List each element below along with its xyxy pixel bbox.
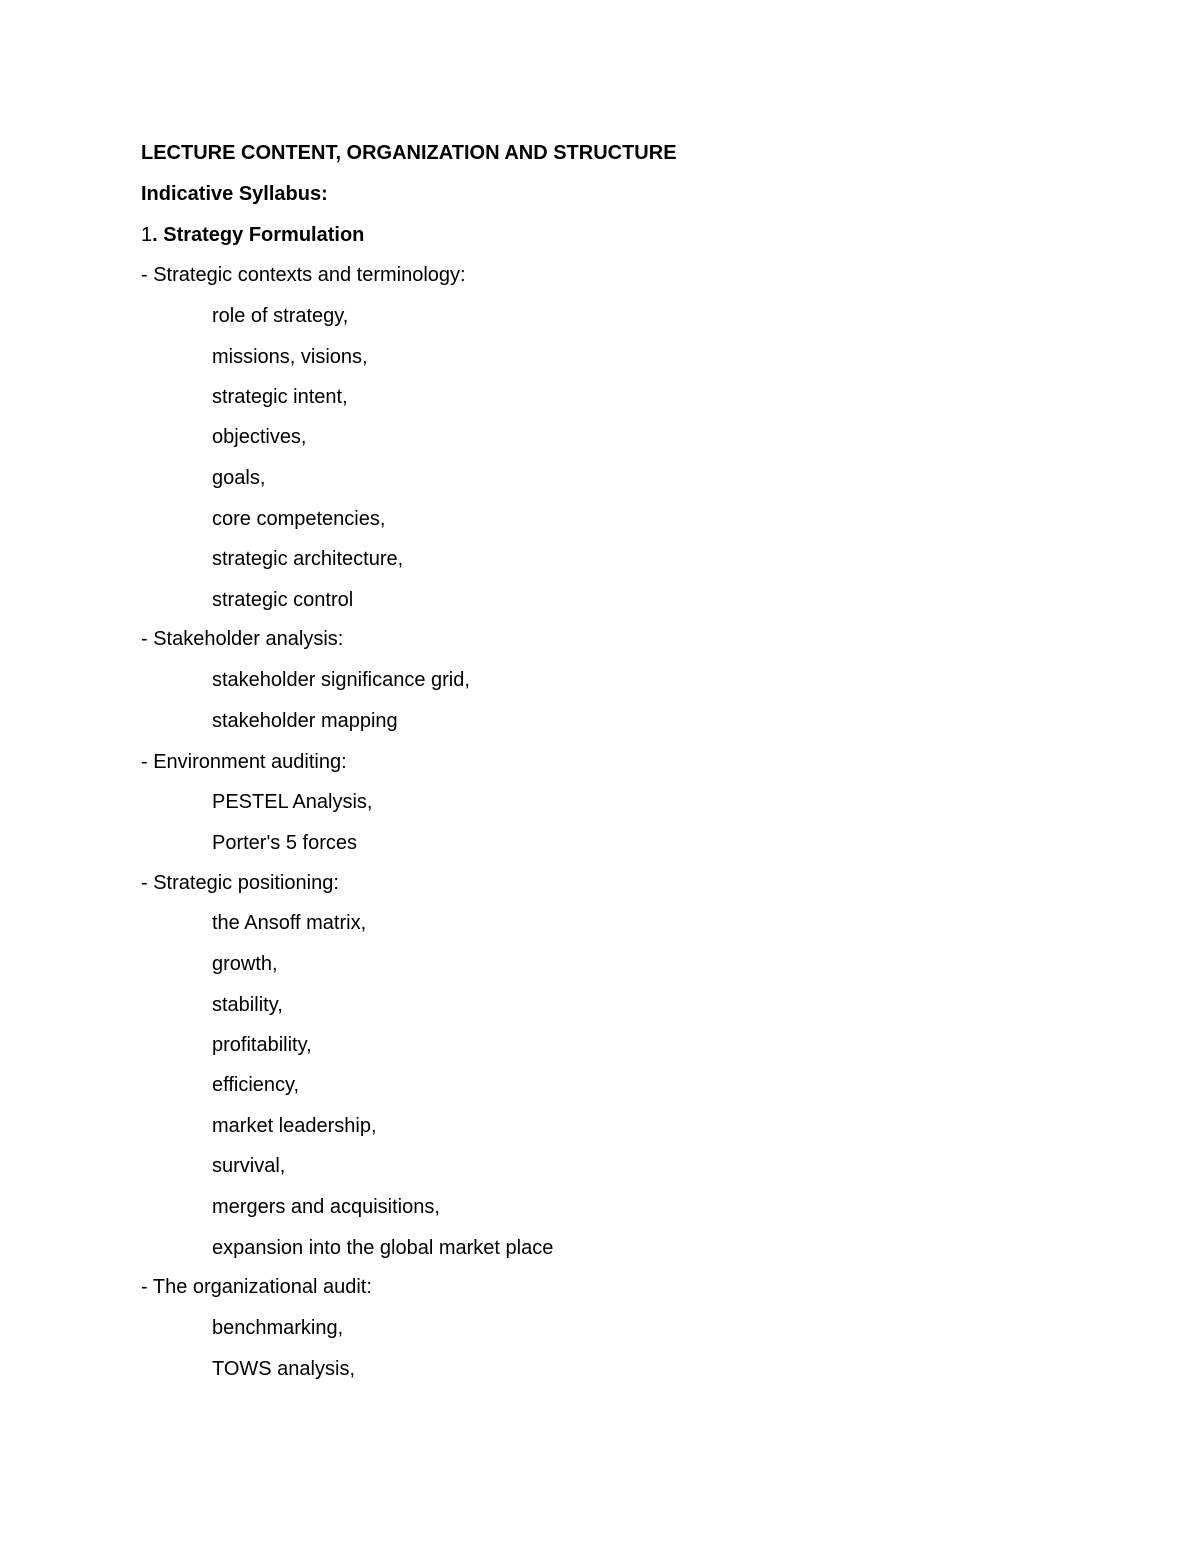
list-item: benchmarking, [212,1317,344,1339]
list-item: efficiency, [212,1074,300,1096]
document-subtitle: Indicative Syllabus: [141,183,328,205]
group-heading: - Strategic positioning: [141,872,339,894]
list-item: mergers and acquisitions, [212,1196,440,1218]
list-item: growth, [212,953,278,975]
group-heading: - The organizational audit: [141,1276,372,1298]
list-item: strategic architecture, [212,548,404,570]
section-title: . Strategy Formulation [152,224,365,246]
document-title: LECTURE CONTENT, ORGANIZATION AND STRUCTURE [141,142,677,164]
list-item: missions, visions, [212,346,368,368]
list-item: goals, [212,467,266,489]
list-item: market leadership, [212,1115,377,1137]
group-heading: - Stakeholder analysis: [141,628,344,650]
section-heading [141,223,364,247]
list-item: stakeholder mapping [212,710,398,732]
list-item: PESTEL Analysis, [212,791,373,813]
list-item: strategic control [212,589,354,611]
list-item: core competencies, [212,508,386,530]
group-heading: - Strategic contexts and terminology: [141,264,466,286]
list-item: stability, [212,994,283,1016]
section-number: 1 [141,224,153,246]
list-item: role of strategy, [212,305,349,327]
list-item: survival, [212,1155,286,1177]
list-item: profitability, [212,1034,312,1056]
list-item: TOWS analysis, [212,1358,355,1380]
list-item: the Ansoff matrix, [212,912,367,934]
list-item: objectives, [212,426,307,448]
list-item: expansion into the global market place [212,1237,554,1259]
list-item: Porter's 5 forces [212,832,357,854]
list-item: stakeholder significance grid, [212,669,470,691]
list-item: strategic intent, [212,386,348,408]
group-heading: - Environment auditing: [141,751,347,773]
